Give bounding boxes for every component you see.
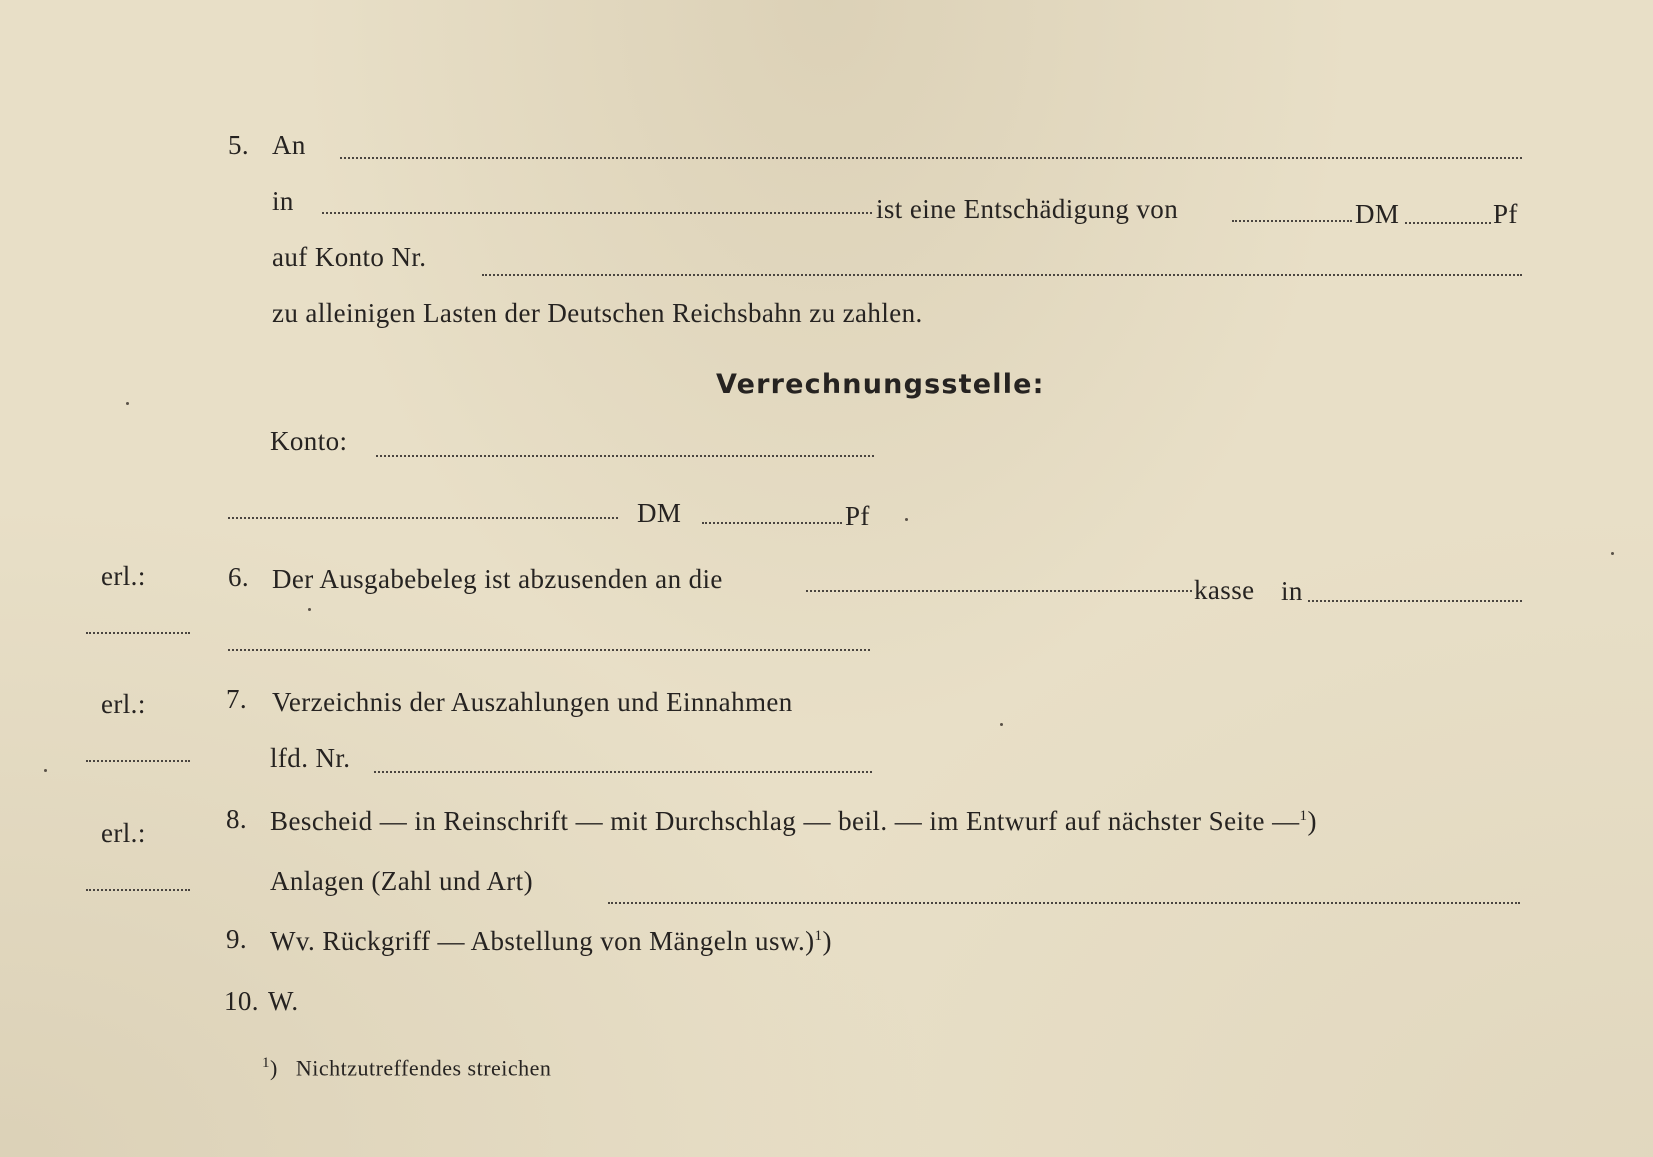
item10-number: 10. — [224, 986, 259, 1016]
item8-anlagen-field[interactable] — [608, 902, 1520, 904]
item5-dm-field[interactable] — [1232, 220, 1352, 222]
item8-anlagen-label: Anlagen (Zahl und Art) — [270, 866, 533, 896]
item8-text: Bescheid — in Reinschrift — mit Durchschlag — beil. — im Entwurf auf nächster Seite —$^1$) — [270, 806, 1317, 836]
item6-text: Der Ausgabebeleg ist abzusenden an die — [272, 564, 723, 594]
verrechnung-amount-field[interactable] — [228, 517, 618, 519]
paper-speck — [308, 608, 311, 611]
paper-speck — [905, 518, 908, 521]
item6-recipient-field[interactable] — [806, 590, 1192, 592]
item7-lfd-nr-label: lfd. Nr. — [270, 743, 351, 773]
item8-number: 8. — [226, 804, 248, 834]
item6-in-field[interactable] — [1308, 600, 1522, 602]
item5-konto-nr-field[interactable] — [482, 274, 1522, 276]
item5-dm-label: DM — [1355, 199, 1400, 229]
item6-kasse-label: kasse — [1194, 575, 1255, 605]
item5-number: 5. — [228, 130, 250, 160]
item8-margin-erl: erl.: — [101, 818, 146, 848]
paper-speck — [44, 769, 47, 772]
item5-an-field[interactable] — [340, 157, 1522, 159]
item9-text: Wv. Rückgriff — Abstellung von Mängeln usw.)$^1$) — [270, 926, 832, 956]
item9-footnote-ref: 1 — [814, 928, 823, 944]
verrechnungsstelle-heading: Verrechnungsstelle: — [716, 369, 1045, 400]
verrechnung-pf-field[interactable] — [702, 522, 842, 524]
item8-footnote-ref: 1 — [1299, 808, 1308, 824]
item5-in-label: in — [272, 186, 294, 216]
item5-in-field[interactable] — [322, 212, 872, 214]
paper-speck — [126, 402, 129, 405]
item6-in-label: in — [1281, 576, 1303, 606]
item5-pf-label: Pf — [1493, 199, 1518, 229]
footnote-text: Nichtzutreffendes streichen — [295, 1055, 552, 1081]
item7-margin-field[interactable] — [86, 760, 190, 762]
verrechnung-pf-label: Pf — [845, 501, 870, 531]
item5-pf-field[interactable] — [1405, 222, 1491, 224]
verrechnung-konto-field[interactable] — [376, 455, 874, 457]
item5-an-label: An — [272, 130, 306, 160]
item6-margin-field[interactable] — [86, 632, 190, 634]
item5-konto-nr-label: auf Konto Nr. — [272, 242, 427, 272]
footnote: $^1$) Nichtzutreffendes streichen — [262, 1055, 552, 1081]
item6-second-line-field[interactable] — [228, 649, 870, 651]
item8-margin-field[interactable] — [86, 889, 190, 891]
item7-number: 7. — [226, 684, 248, 714]
verrechnung-konto-label: Konto: — [270, 426, 348, 456]
item7-margin-erl: erl.: — [101, 689, 146, 719]
item9-number: 9. — [226, 924, 248, 954]
verrechnung-dm-label: DM — [637, 498, 682, 528]
paper-speck — [1000, 723, 1003, 726]
paper-speck — [1611, 552, 1614, 555]
footnote-marker: 1 — [262, 1055, 270, 1071]
item10-text: W. — [268, 986, 299, 1016]
item6-margin-erl: erl.: — [101, 561, 146, 591]
item5-lasten-text: zu alleinigen Lasten der Deutschen Reichsbahn zu zahlen. — [272, 298, 923, 328]
item6-number: 6. — [228, 562, 250, 592]
item5-entschaedigung-text: ist eine Entschädigung von — [876, 194, 1179, 224]
item7-lfd-nr-field[interactable] — [374, 771, 872, 773]
item7-text: Verzeichnis der Auszahlungen und Einnahmen — [272, 687, 793, 717]
